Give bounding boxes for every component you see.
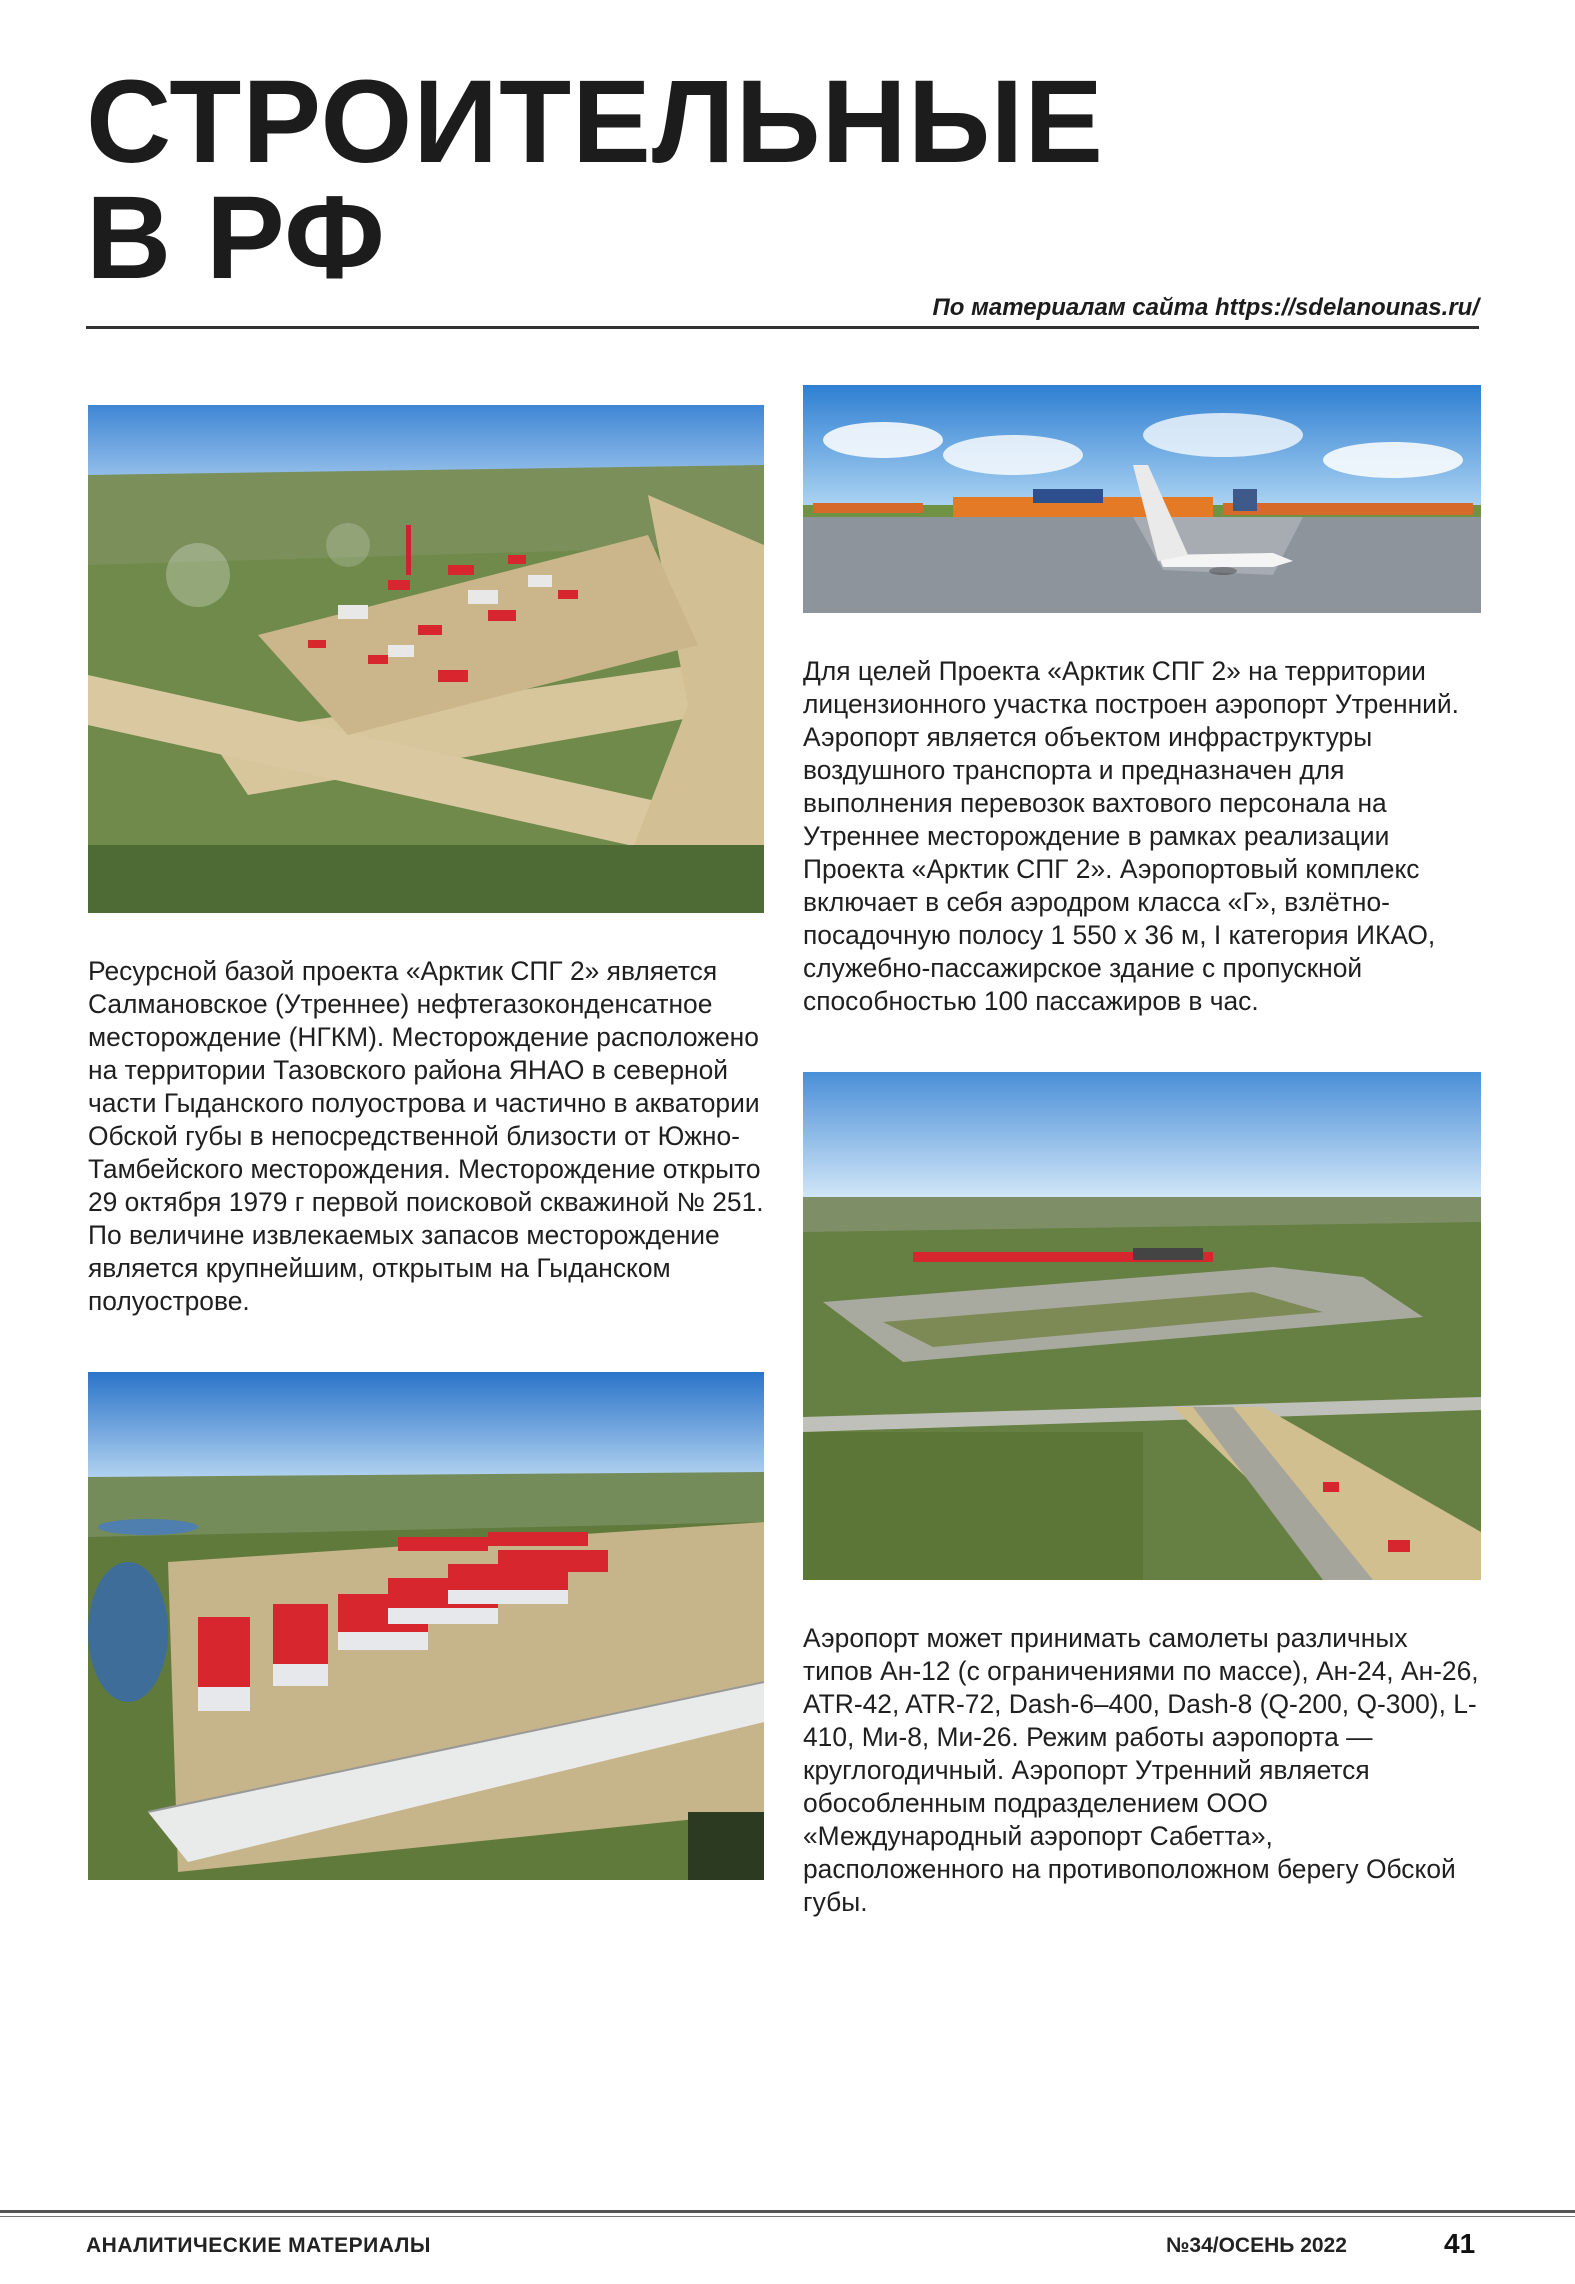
paragraph-field: Ресурсной базой проекта «Арктик СПГ 2» является Салмановское (Утреннее) нефтегазоконденсатное месторождение (НГКМ). Месторождение расположено на территории Тазовского района ЯНАО в северной части Гыданского полуострова и частично в акватории Обской губы в непосредственной близости от Южно-Тамбейского месторождения. Месторождение открыто 29 октября 1979 г первой поисковой скважиной № 251. По величине извлекаемых запасов месторождение является крупнейшим, открытым на Гыданском полуострове. [88, 956, 764, 1316]
headline-line-2: В РФ [86, 172, 386, 304]
footer-issue: №34/ОСЕНЬ 2022 [1166, 2234, 1347, 2257]
headline [86, 56, 1104, 304]
headline-line-1: СТРОИТЕЛЬНЫЕ [86, 56, 1104, 188]
footer-rule-thin [0, 2216, 1575, 2217]
footer-rule [0, 2210, 1575, 2213]
airport-render-photo [803, 385, 1481, 613]
page-number: 41 [1444, 2228, 1476, 2259]
gas-field-photo [88, 405, 764, 913]
footer-section: АНАЛИТИЧЕСКИЕ МАТЕРИАЛЫ [86, 2234, 431, 2257]
airfield-photo [803, 1072, 1481, 1580]
camp-photo [88, 1372, 764, 1880]
paragraph-airport: Для целей Проекта «Арктик СПГ 2» на территории лицензионного участка построен аэропорт Утренний. Аэропорт является объектом инфраструктуры воздушного транспорта и предназначен для выполнения перевозок вахтового персонала на Утреннее месторождение в рамках реализации Проекта «Арктик СПГ 2». Аэропортовый комплекс включает в себя аэродром класса «Г», взлётно-посадочную полосу 1 550 х 36 м, I категория ИКАО, служебно-пассажирское здание с пропускной способностью 100 пассажиров в час. [803, 656, 1459, 1016]
header-rule [86, 326, 1479, 329]
source-credit: По материалам сайта https://sdelanounas.ru/ [932, 294, 1479, 321]
paragraph-aircraft: Аэропорт может принимать самолеты различных типов Ан-12 (с ограничениями по массе), Ан-24, Ан-26, ATR-42, ATR-72, Dash-6–400, Dash-8 (Q-200, Q-300), L- 410, Ми-8, Ми-26. Режим работы аэропорта — круглогодичный. Аэропорт Утренний является обособленным подразделением ООО «Международный аэропорт Сабетта», расположенного на противоположном берегу Обской губы. [803, 1623, 1479, 1917]
